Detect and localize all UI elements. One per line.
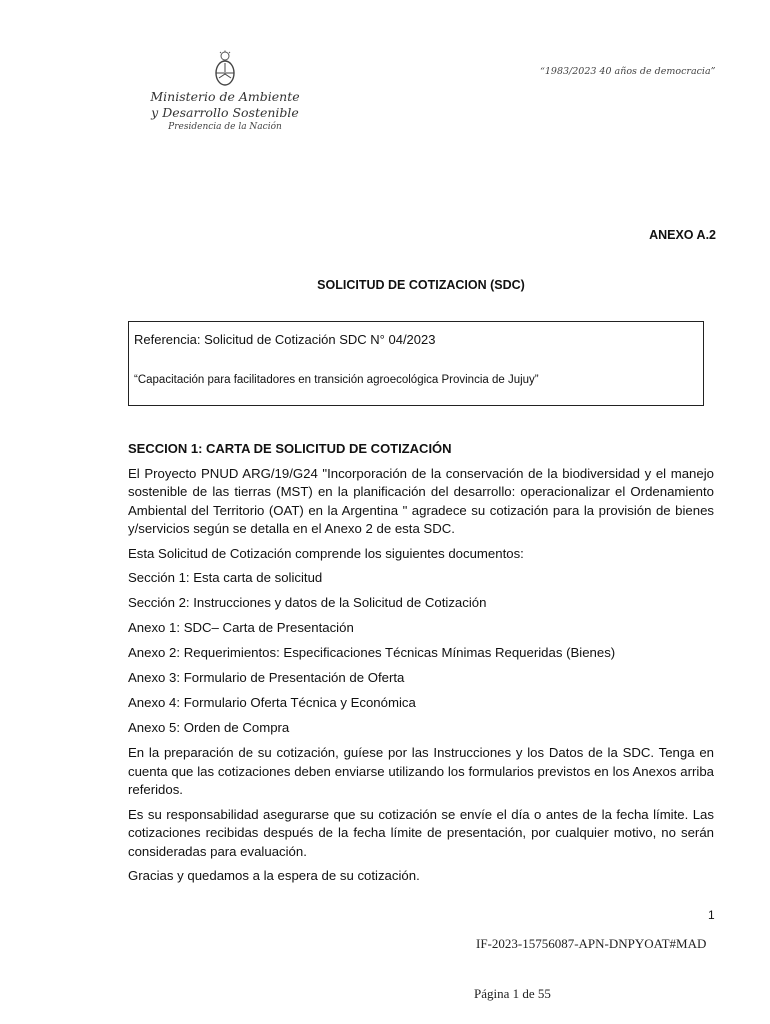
document-list-item: Anexo 5: Orden de Compra bbox=[128, 720, 290, 735]
reference-subject: “Capacitación para facilitadores en transición agroecológica Provincia de Jujuy” bbox=[134, 374, 539, 386]
deadline-paragraph: Es su responsabilidad asegurarse que su cotización se envíe el día o antes de la fecha límite. Las cotizaciones recibidas después de la fecha límite de presentación, por cualquier motivo, no serán consideradas para evaluación. bbox=[128, 806, 714, 859]
ministry-name-line2: y Desarrollo Sostenible bbox=[151, 105, 299, 120]
document-list-item: Anexo 3: Formulario de Presentación de Oferta bbox=[128, 670, 405, 685]
document-list-item: Anexo 1: SDC– Carta de Presentación bbox=[128, 620, 354, 635]
documents-intro: Esta Solicitud de Cotización comprende los siguientes documentos: bbox=[128, 545, 524, 561]
document-title: SOLICITUD DE COTIZACION (SDC) bbox=[317, 278, 525, 292]
document-id: IF-2023-15756087-APN-DNPYOAT#MAD bbox=[476, 936, 707, 951]
ministry-name-line1: Ministerio de Ambiente bbox=[150, 89, 300, 104]
document-list-item: Anexo 4: Formulario Oferta Técnica y Económica bbox=[128, 695, 416, 710]
document-list-item: Sección 1: Esta carta de solicitud bbox=[128, 570, 323, 585]
page-number: 1 bbox=[708, 908, 715, 922]
page-counter: Página 1 de 55 bbox=[474, 986, 551, 1001]
closing-paragraph: Gracias y quedamos a la espera de su cotización. bbox=[128, 868, 420, 883]
ministry-presidency-line: Presidencia de la Nación bbox=[168, 122, 282, 132]
document-list-item: Sección 2: Instrucciones y datos de la Solicitud de Cotización bbox=[128, 595, 487, 610]
section-heading: SECCION 1: CARTA DE SOLICITUD DE COTIZACIÓN bbox=[128, 441, 452, 456]
document-list-item: Anexo 2: Requerimientos: Especificaciones Técnicas Mínimas Requeridas (Bienes) bbox=[128, 645, 616, 660]
instructions-paragraph: En la preparación de su cotización, guíese por las Instrucciones y los Datos de la SDC. Tenga en cuenta que las cotizaciones deben enviarse utilizando los formularios previstos en los Anexos arriba referidos. bbox=[128, 745, 714, 797]
reference-line: Referencia: Solicitud de Cotización SDC N° 04/2023 bbox=[134, 332, 436, 347]
democracy-motto: “1983/2023 40 años de democracia” bbox=[540, 66, 716, 77]
intro-paragraph: El Proyecto PNUD ARG/19/G24 "Incorporación de la conservación de la biodiversidad y el manejo sostenible de las tierras (MST) en la planificación del desarrollo: operacionalizar el Ordenamiento Ambiental del Territorio (OAT) en la Argentina " agradece su cotización para la provisión de bienes y/servicios según se detalla en el Anexo 2 de esta SDC. bbox=[128, 465, 714, 536]
section-1-body bbox=[128, 440, 714, 892]
national-seal-icon bbox=[212, 50, 238, 88]
ministry-logo bbox=[150, 50, 300, 142]
reference-box bbox=[128, 321, 704, 406]
annex-label: ANEXO A.2 bbox=[649, 228, 716, 242]
